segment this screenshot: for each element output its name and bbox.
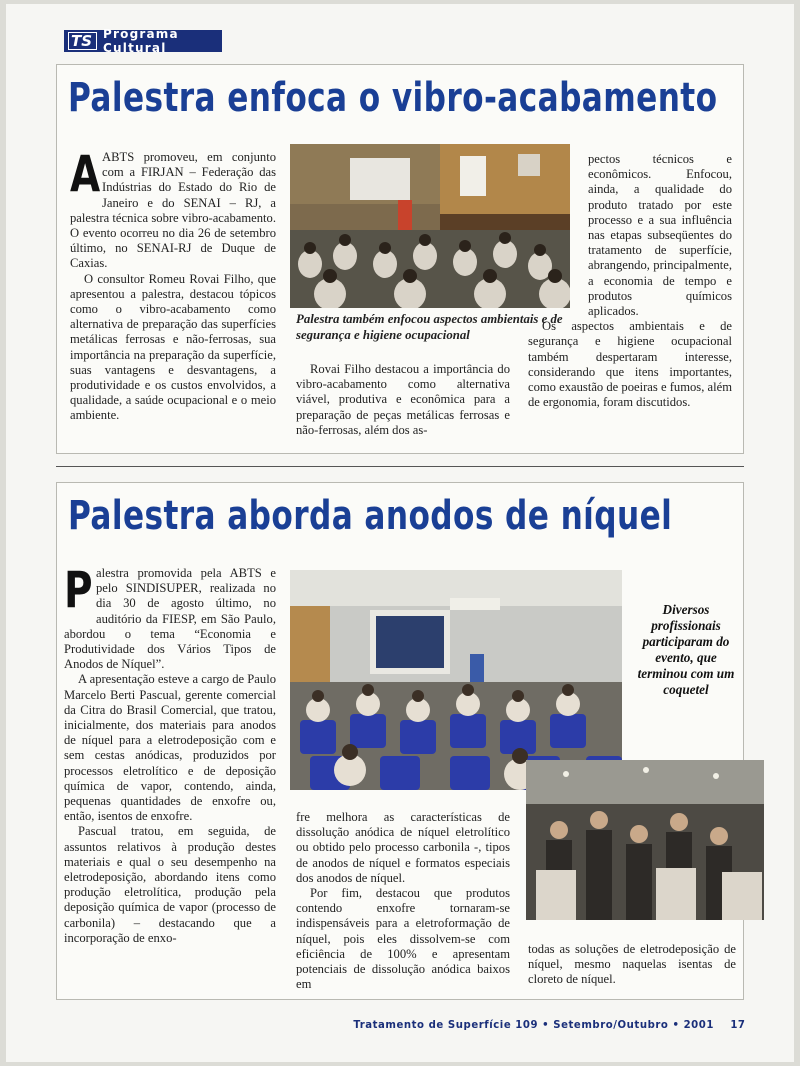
auditorium-photo (290, 570, 622, 790)
section-divider (56, 466, 744, 467)
article-1-photo-caption: Palestra também enfocou aspectos ambientais e de segurança e higiene ocupacional (296, 312, 563, 342)
article-2-paragraph: fre melhora as características de dissolução anódica de níquel eletrolítico ou obtido pelo processo carbonila -, tipos de anodos de níquel e formatos especiais dos anodos de níquel. (296, 810, 510, 885)
article-1-paragraph: Os aspectos ambientais e de segurança e higiene ocupacional também despertaram interesse, considerando que itens importantes, como exaustão de poeiras e fumos, além de ergonomia, foram discutidos. (528, 319, 732, 410)
section-label: Programa Cultural (103, 27, 179, 55)
article-2-photo-cocktail (526, 760, 764, 920)
article-1-column-2 (296, 362, 510, 438)
magazine-page (6, 4, 794, 1062)
ts-logo: TS (68, 32, 97, 50)
article-1-paragraph: Rovai Filho destacou a importância do vibro-acabamento como alternativa viável, produtiva e econômica para a preparação de peças metálicas ferrosas e não-ferrosas, além dos as- (296, 362, 510, 437)
article-2-paragraph: alestra promovida pela ABTS e pelo SINDISUPER, realizada no dia 30 de agosto último, no auditório da FIESP, em São Paulo, abordou o tema “Economia e Produtividade dos Vários Tipos de Anodos de Níquel”. (64, 566, 276, 672)
section-header (64, 27, 222, 55)
footer-issue-info: Tratamento de Superfície 109 • Setembro/Outubro • 2001 (353, 1018, 714, 1031)
article-2-title: Palestra aborda anodos de níquel (68, 493, 673, 539)
article-1-dropcap: A (70, 145, 101, 203)
article-2-dropcap: P (64, 561, 93, 619)
article-1-paragraph: O consultor Romeu Rovai Filho, que apresentou a palestra, destacou tópicos como o vibro-acabamento como alternativa de preparação das superfícies metálicas ferrosas e não-ferrosas, sua importância na preparação da superfície, suas vantagens e desvantagens, a produtividade e os custos envolvidos, a qualidade, a saúde ocupacional e o meio ambiente. (70, 271, 276, 423)
article-1-column-3 (528, 152, 732, 410)
page-number: 17 (730, 1018, 746, 1031)
article-2-photo-auditorium (290, 570, 622, 790)
article-2-paragraph: todas as soluções de eletrodeposição de níquel, mesmo naquelas isentas de cloreto de níquel. (528, 942, 736, 987)
article-2-column-1 (64, 561, 276, 946)
cocktail-photo (526, 760, 764, 920)
article-1-paragraph: pectos técnicos e econômicos. Enfocou, ainda, a qualidade do produto tratado por este processo e a sua influência nas etapas subseqüentes do tratamento de superfície, abrangendo, principalmente, a economia de tempo e produtos químicos aplicados. (588, 152, 732, 319)
article-1-title: Palestra enfoca o vibro-acabamento (68, 75, 718, 121)
article-1-column-1 (70, 145, 276, 424)
article-2-column-2 (296, 810, 510, 992)
article-2-column-3 (528, 942, 736, 988)
article-1-paragraph: ABTS promoveu, em conjunto com a FIRJAN – Federação das Indústrias do Estado do Rio de Janeiro e do SENAI – RJ, a palestra técnica sobre vibro-acabamento. O evento ocorreu no dia 26 de setembro último, no SENAI-RJ de Duque de Caxias. (70, 150, 276, 271)
article-2-paragraph: A apresentação esteve a cargo de Paulo Marcelo Berti Pascual, gerente comercial da Citra do Brasil Comercial, que tratou, inicialmente, dos materiais para anodos de níquel para a eletrodeposição com e sem cestas anódicas, produzidos por processos eletrolítico e de deposição química de vapor, contendo, ainda, pequenas quantidades de enxofre ou, então, isentos de enxofre. (64, 672, 276, 824)
article-2-paragraph: Por fim, destacou que produtos contendo enxofre tornaram-se indispensáveis para a eletroformação de níquel, pois eles dissolvem-se com eficiência de 100% e apresentam potenciais de dissolução anódica baixos em (296, 886, 510, 992)
article-2-paragraph: Pascual tratou, em seguida, de assuntos relativos à produção destes materiais e qual o seu desempenho na eletrodeposição, abordando itens como produção eletrolítica, produção pela deposição química de vapor (processo de carbonila) – destacando que a incorporação de enxo- (64, 824, 276, 945)
article-2-photo-caption: Diversos profissionais participaram do evento, que terminou com um coquetel (637, 602, 735, 697)
